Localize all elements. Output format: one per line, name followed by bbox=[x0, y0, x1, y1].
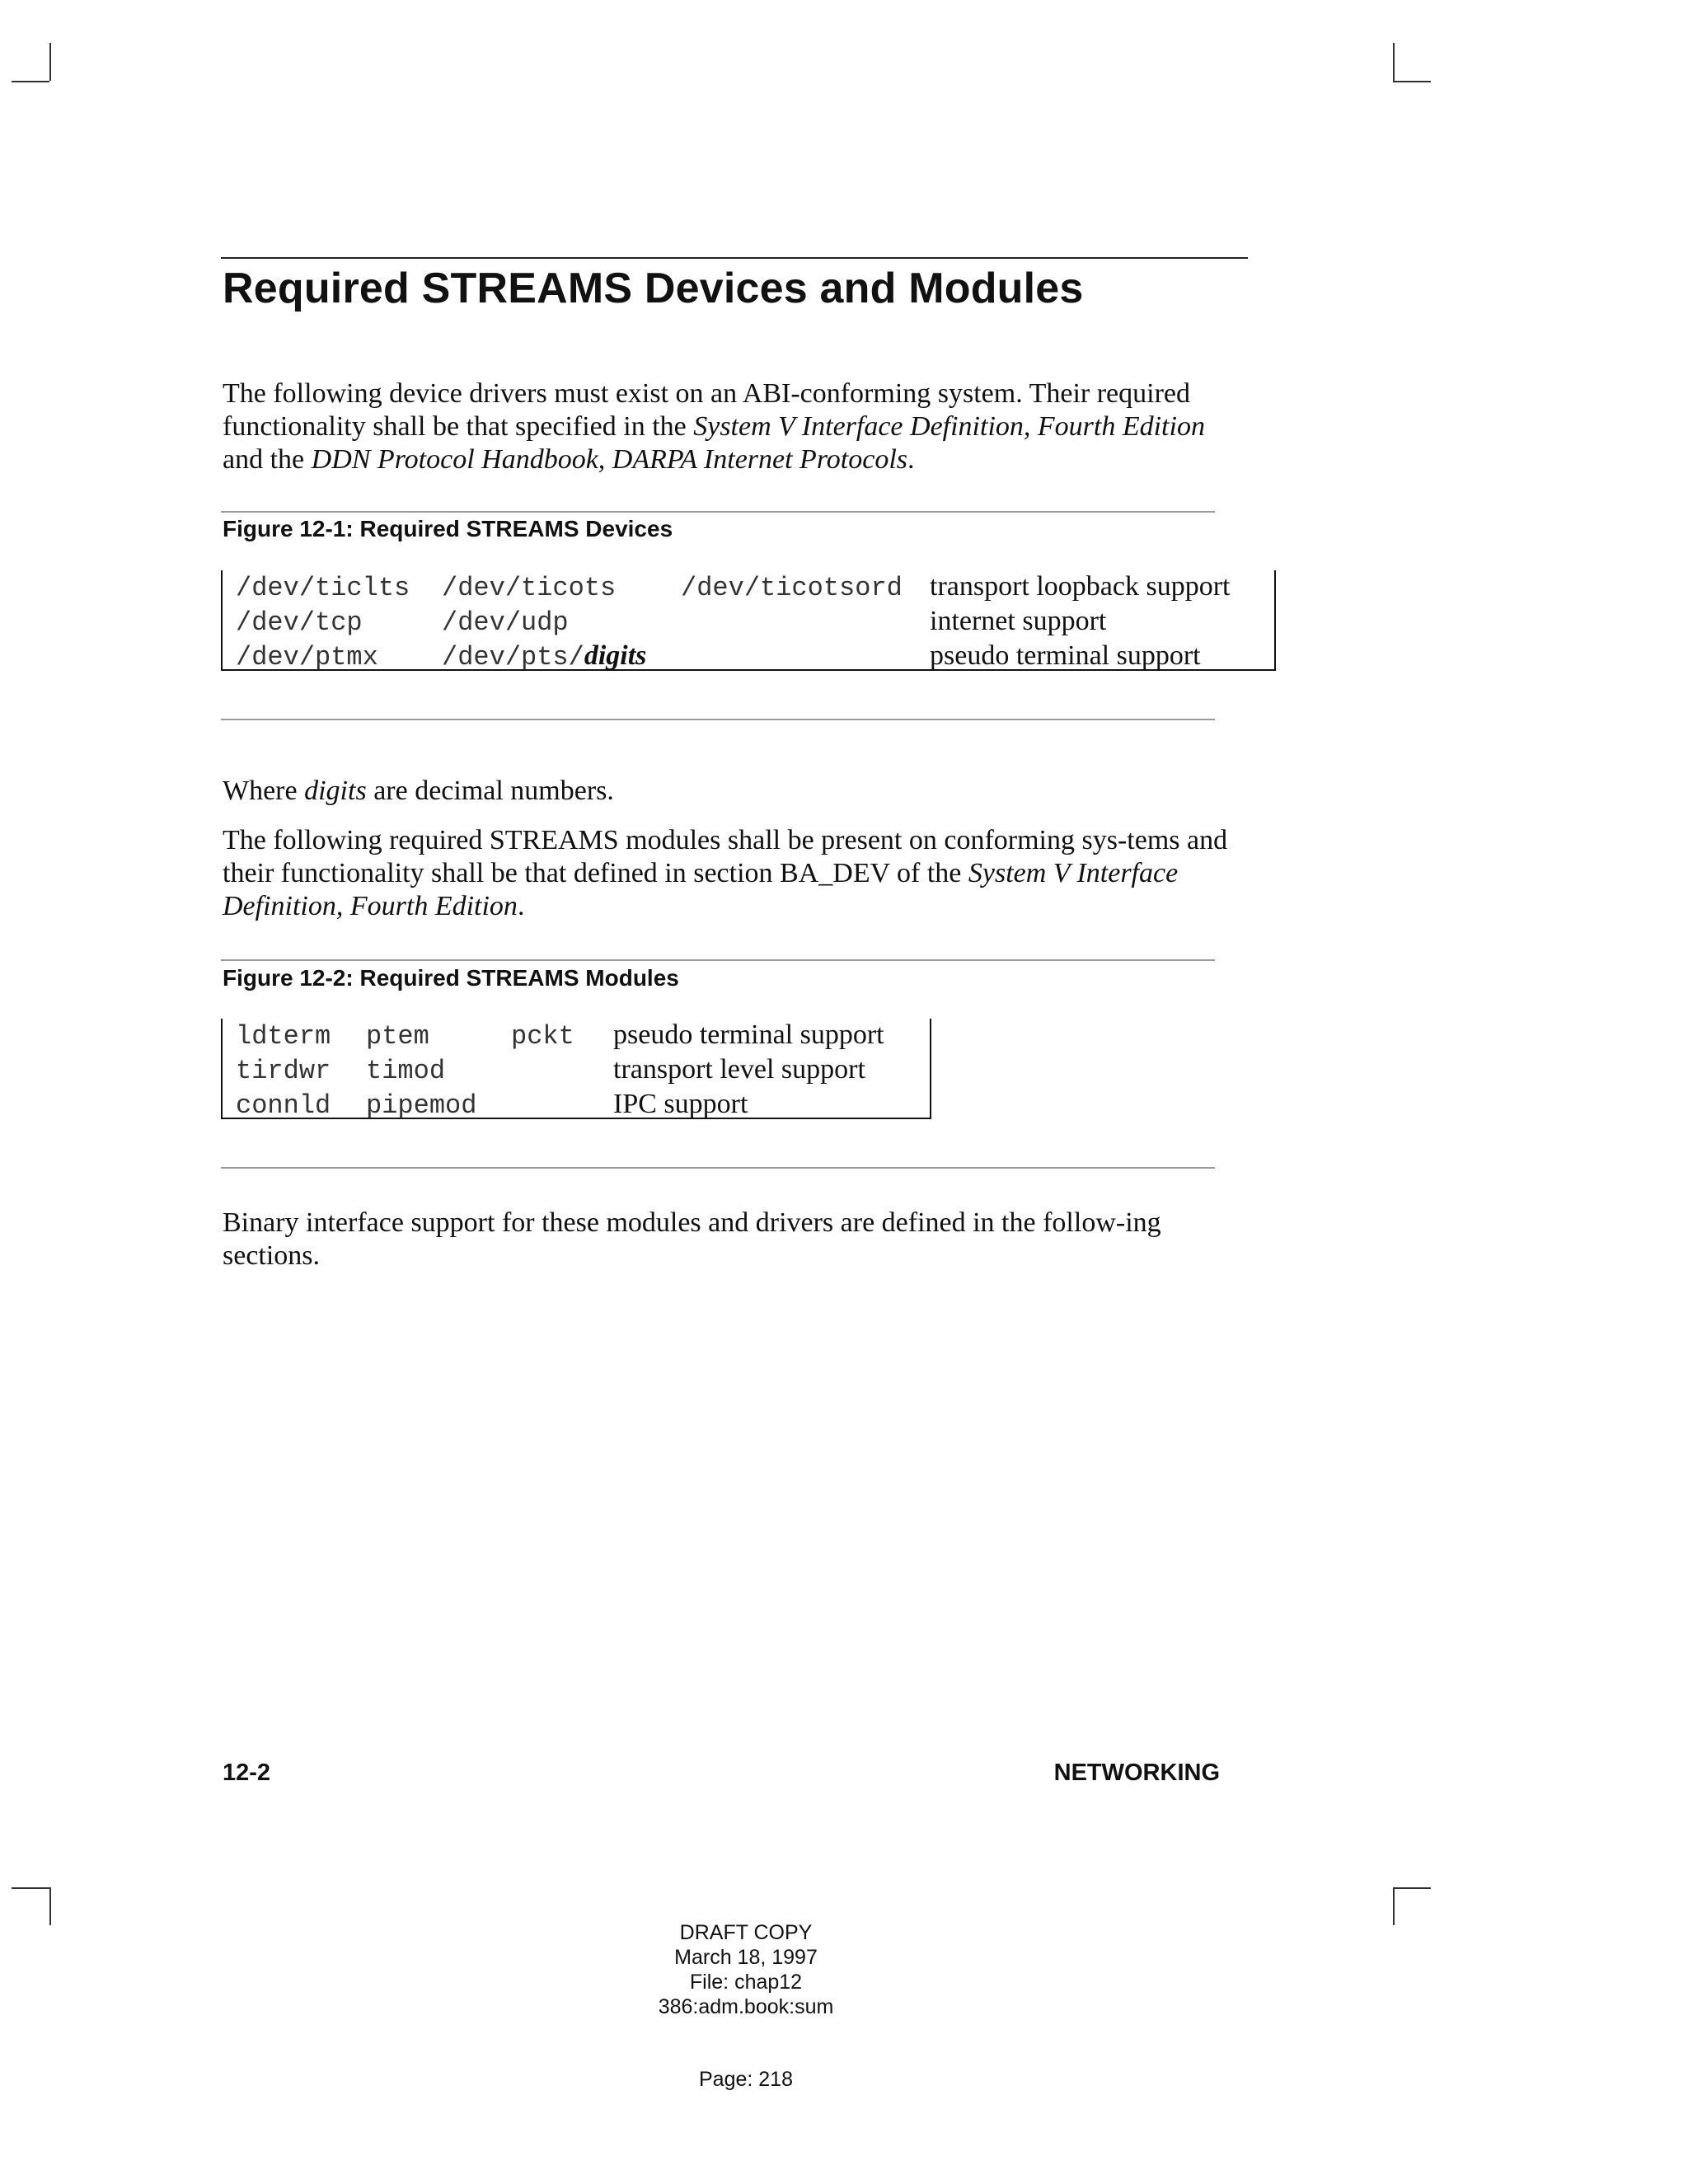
figure2-table bbox=[221, 1019, 931, 1119]
table-row bbox=[223, 605, 1231, 640]
module-cell: ldterm bbox=[236, 1021, 331, 1052]
figure1-table bbox=[221, 570, 1276, 671]
figure2-top-rule bbox=[221, 959, 1215, 961]
crop-mark-bottom-left-vertical bbox=[49, 1887, 51, 1925]
page-number-label: 12-2 bbox=[223, 1760, 271, 1786]
table-row bbox=[223, 640, 1231, 674]
module-description: transport level support bbox=[613, 1054, 865, 1085]
crop-mark-top-right-horizontal bbox=[1393, 81, 1431, 82]
draft-page-number: Page: 218 bbox=[699, 2068, 793, 2091]
figure1-grid bbox=[223, 570, 1231, 674]
device-cell bbox=[442, 605, 681, 640]
device-description: internet support bbox=[930, 606, 1107, 636]
figure1-bottom-rule bbox=[221, 719, 1215, 720]
figure1-caption: Figure 12-1: Required STREAMS Devices bbox=[223, 516, 673, 541]
intro-text-1: The following device drivers must exist on an ABI-conforming system. Their required functionality shall be that specified in the bbox=[223, 378, 1190, 442]
device-cell: /dev/ptmx bbox=[236, 642, 378, 673]
module-cell: timod bbox=[366, 1056, 446, 1086]
intro-paragraph bbox=[223, 377, 1245, 476]
crop-mark-bottom-left-horizontal bbox=[12, 1887, 49, 1889]
device-path: /dev/pts/ bbox=[442, 642, 584, 673]
closing-paragraph: Binary interface support for these modules and drivers are defined in the follow-ing sections. bbox=[223, 1207, 1161, 1271]
digits-term: digits bbox=[304, 776, 367, 806]
device-cell bbox=[442, 570, 681, 605]
draft-copy-label: DRAFT COPY bbox=[679, 1921, 813, 1944]
module-cell bbox=[511, 1088, 613, 1122]
page-title: Required STREAMS Devices and Modules bbox=[223, 265, 1084, 312]
intro-reference-svid: System V Interface Definition, Fourth Edition bbox=[693, 411, 1205, 442]
modules-reference-svid: System V Interface Definition, Fourth Edition bbox=[223, 858, 1179, 921]
device-cell bbox=[442, 640, 681, 674]
intro-text-3: . bbox=[907, 444, 915, 475]
device-cell bbox=[681, 605, 930, 640]
crop-mark-bottom-right-horizontal bbox=[1393, 1887, 1431, 1889]
module-cell: connld bbox=[236, 1090, 331, 1121]
device-description: transport loopback support bbox=[930, 571, 1231, 602]
digits-note-post: are decimal numbers. bbox=[366, 776, 614, 806]
draft-book: 386:adm.book:sum bbox=[658, 1995, 834, 2018]
module-cell: pckt bbox=[511, 1021, 574, 1052]
modules-text-1: The following required STREAMS modules shall be present on conforming sys-tems and their functionality shall be that defined in section BA_DEV of the bbox=[223, 825, 1228, 888]
chapter-name: NETWORKING bbox=[1053, 1760, 1220, 1786]
figure2-caption: Figure 12-2: Required STREAMS Modules bbox=[223, 965, 679, 991]
figure2-grid bbox=[223, 1019, 884, 1122]
table-row bbox=[223, 1053, 884, 1088]
crop-mark-top-left-vertical bbox=[49, 43, 51, 81]
table-row bbox=[223, 570, 1231, 605]
module-description: IPC support bbox=[613, 1089, 748, 1119]
heading-rule bbox=[221, 257, 1248, 259]
device-cell: /dev/ticotsord bbox=[681, 573, 903, 603]
intro-reference-ddn: DDN Protocol Handbook, DARPA Internet Protocols bbox=[311, 444, 908, 475]
digits-note bbox=[223, 775, 1245, 808]
crop-mark-top-right-vertical bbox=[1393, 43, 1395, 81]
device-cell: /dev/ticlts bbox=[236, 573, 410, 603]
digits-note-pre: Where bbox=[223, 776, 305, 806]
device-path: /dev/ticots bbox=[442, 573, 617, 603]
device-path: /dev/udp bbox=[442, 607, 569, 638]
table-row bbox=[223, 1019, 884, 1053]
modules-paragraph bbox=[223, 824, 1236, 923]
device-path-suffix: digits bbox=[584, 640, 647, 671]
module-description: pseudo terminal support bbox=[613, 1019, 884, 1050]
intro-text-2: and the bbox=[223, 444, 312, 475]
draft-stamp bbox=[577, 1920, 915, 2019]
draft-file: File: chap12 bbox=[689, 1971, 803, 1994]
crop-mark-top-left-horizontal bbox=[12, 81, 49, 82]
device-cell bbox=[681, 640, 930, 674]
module-cell: tirdwr bbox=[236, 1056, 331, 1086]
draft-date: March 18, 1997 bbox=[674, 1946, 818, 1969]
figure2-bottom-rule bbox=[221, 1167, 1215, 1169]
figure1-top-rule bbox=[221, 511, 1215, 513]
crop-mark-bottom-right-vertical bbox=[1393, 1887, 1395, 1925]
device-description: pseudo terminal support bbox=[930, 640, 1201, 671]
module-cell bbox=[511, 1053, 613, 1088]
module-cell: pipemod bbox=[366, 1090, 477, 1121]
device-cell: /dev/tcp bbox=[236, 607, 363, 638]
table-row bbox=[223, 1088, 884, 1122]
modules-text-2: . bbox=[517, 891, 525, 921]
module-cell: ptem bbox=[366, 1021, 429, 1052]
